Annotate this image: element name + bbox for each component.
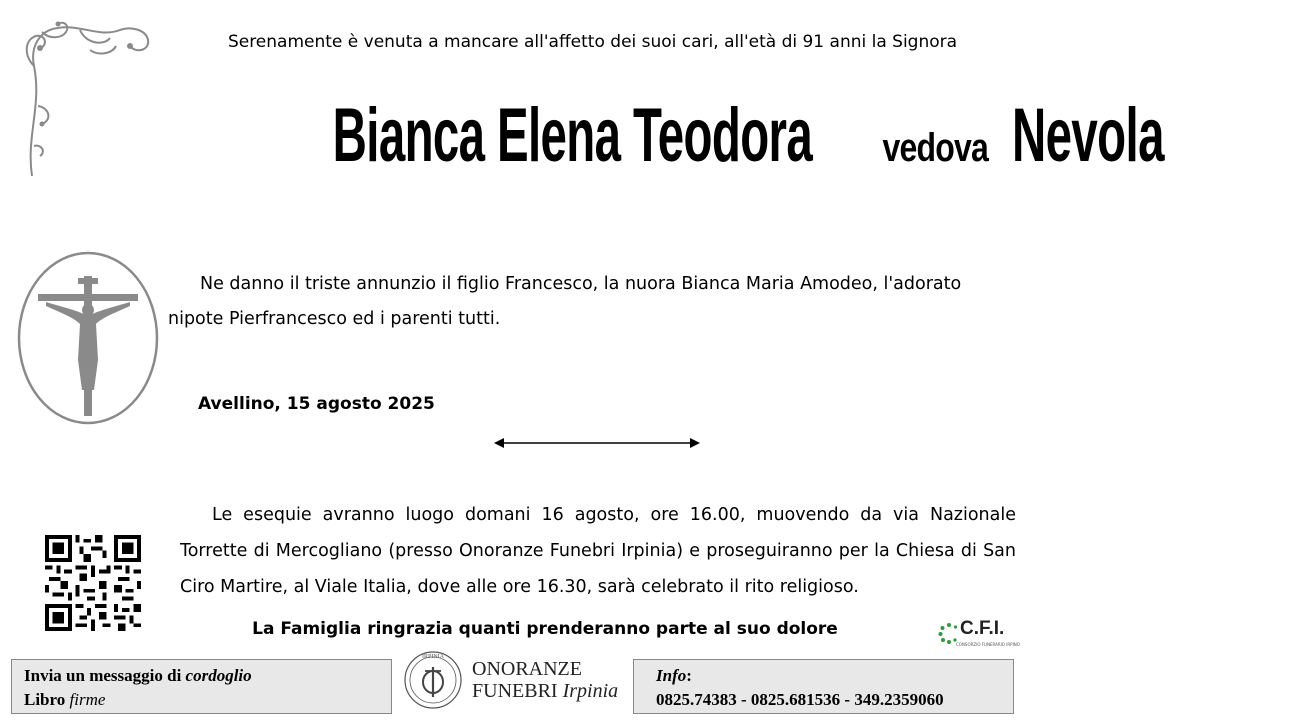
announcement-text: Ne danno il triste annunzio il figlio Francesco, la nuora Bianca Maria Amodeo, l'adorato nipote Pierfrancesco ed i parenti tutti.: [168, 274, 962, 329]
guestbook-link[interactable]: Libro firme: [24, 690, 106, 709]
contact-info-box: [633, 659, 1014, 714]
deceased-first-names: Bianca Elena Teodora: [332, 93, 813, 178]
intro-text: Serenamente è venuta a mancare all'affetto dei suoi cari, all'età di 91 anni la Signora: [227, 32, 958, 52]
cfi-dots-icon: [938, 622, 960, 644]
qr-code-icon[interactable]: [45, 535, 141, 631]
brand-line1: ONORANZE: [472, 658, 582, 680]
funeral-home-brand: [472, 658, 618, 702]
deceased-name: [150, 92, 1164, 179]
double-arrow-icon: [494, 436, 700, 450]
crucifix-icon: [16, 250, 160, 426]
phone-numbers[interactable]: 0825.74383 - 0825.681536 - 349.2359060: [656, 690, 944, 709]
deceased-surname: Nevola: [1012, 93, 1164, 178]
send-message-link[interactable]: Invia un messaggio di cordoglio: [24, 666, 252, 685]
family-thanks: La Famiglia ringrazia quanti prenderanno parte al suo dolore: [252, 619, 838, 639]
brand-line2: FUNEBRI Irpinia: [472, 680, 619, 702]
condolence-box[interactable]: [11, 659, 392, 714]
funeral-home-logo-icon: [403, 649, 463, 711]
info-label: Info:: [656, 666, 692, 685]
cfi-logo: [938, 616, 1020, 652]
funeral-details: Le esequie avranno luogo domani 16 agosto, ore 16.00, muovendo da via Nazionale Torrette di Mercogliano (presso Onoranze Funebri Irpinia) e proseguiranno per la Chiesa di San Ciro Martire, al Viale Italia, dove alle ore 16.30, sarà celebrato il rito religioso.: [180, 505, 1016, 597]
cfi-subtitle: CONSORZIO FUNERARIO IRPINO: [956, 642, 1020, 647]
corner-ornament-icon: [20, 16, 160, 186]
cfi-label: C.F.I.: [960, 618, 1005, 639]
place-date: Avellino, 15 agosto 2025: [198, 394, 435, 414]
deceased-status: vedova: [882, 126, 989, 170]
logo-text: IRPINIA: [422, 654, 444, 660]
